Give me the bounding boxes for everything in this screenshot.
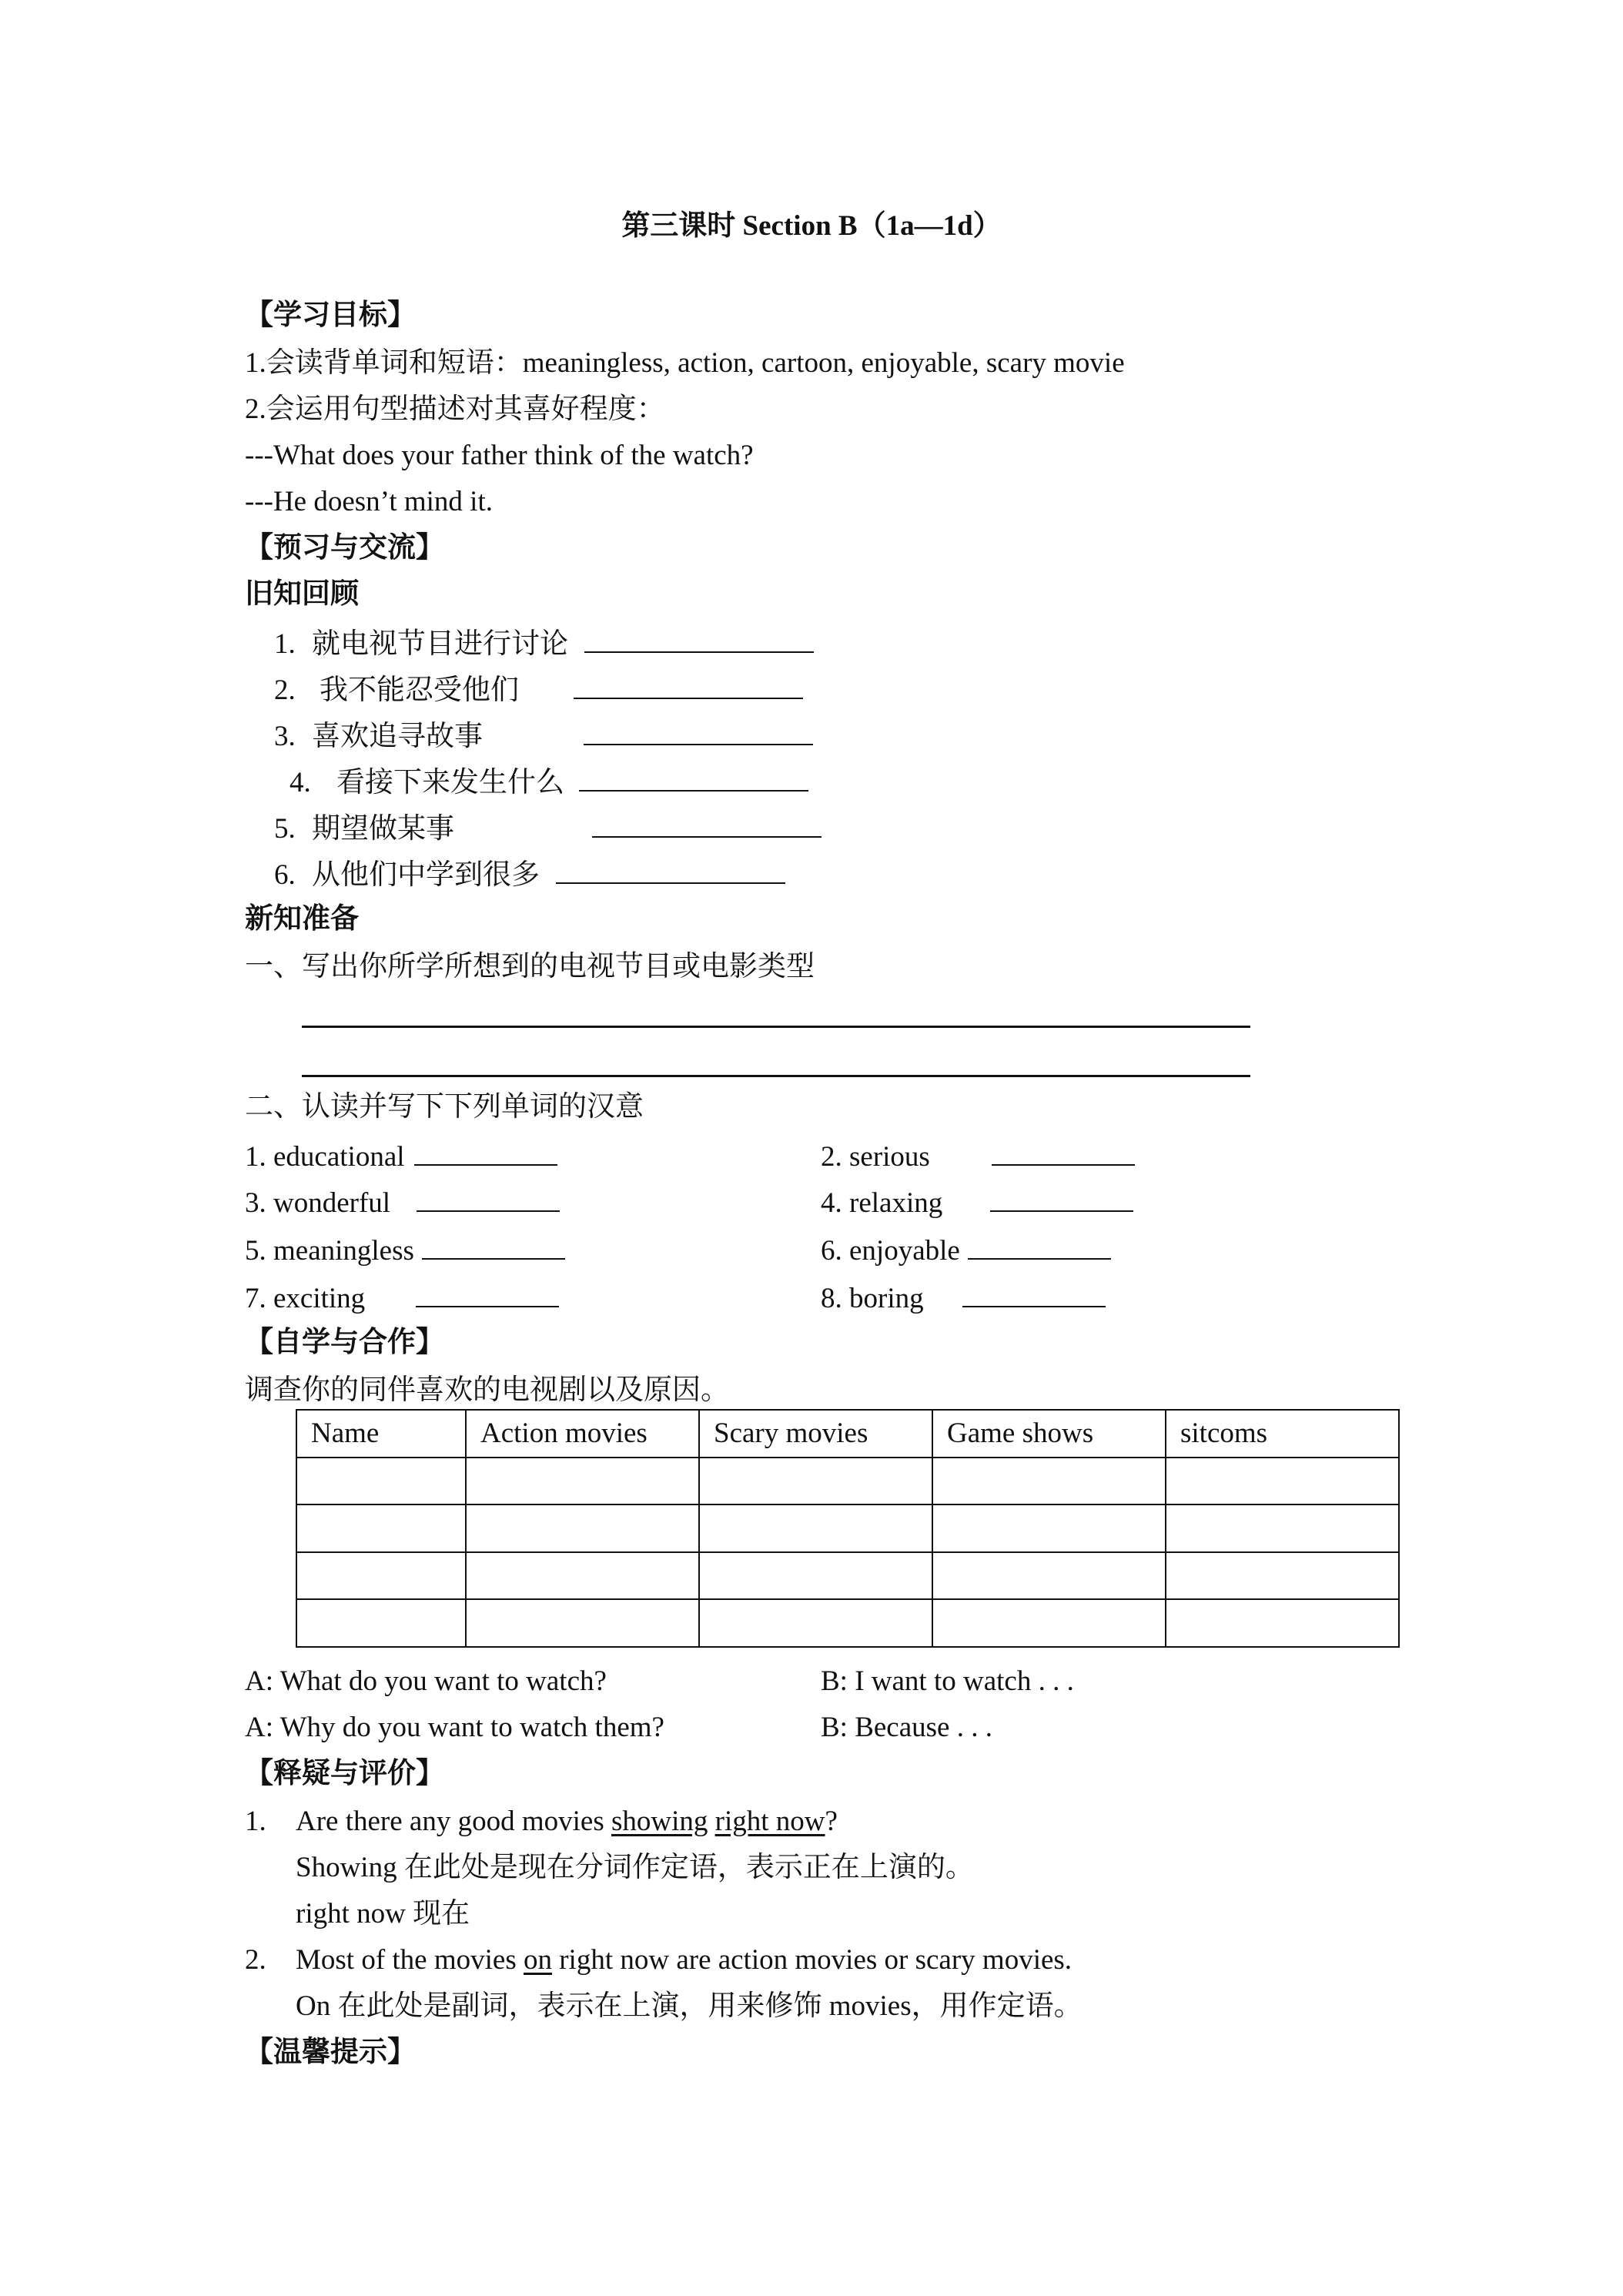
table-row <box>296 1504 1399 1552</box>
answer-blank[interactable] <box>579 764 808 792</box>
review-item-text: 看接下来发生什么 <box>336 767 564 798</box>
word-item-1 <box>245 1138 557 1174</box>
answer-blank[interactable] <box>417 1184 560 1212</box>
table-cell[interactable] <box>296 1552 466 1600</box>
table-cell[interactable] <box>1166 1504 1399 1552</box>
objective-line-1: 1.会读背单词和短语：meaningless, action, cartoon, enjoyable, scary movie <box>245 347 1125 379</box>
table-cell[interactable] <box>1166 1599 1399 1647</box>
word-label: 2. serious <box>821 1141 930 1173</box>
table-cell[interactable] <box>466 1458 699 1505</box>
page-title: 第三课时 Section B（1a—1d） <box>621 210 1002 242</box>
answer-line[interactable] <box>302 1075 1250 1077</box>
underlined-phrase: on <box>523 1944 552 1976</box>
table-header-row <box>296 1410 1399 1458</box>
section-heading-preview: 【预习与交流】 <box>245 532 444 564</box>
word-label: 6. enjoyable <box>821 1235 960 1267</box>
review-item-4 <box>289 764 808 800</box>
table-cell[interactable] <box>296 1458 466 1505</box>
review-item-number: 5. <box>274 813 296 845</box>
word-item-4 <box>821 1184 1133 1220</box>
table-header-cell: Scary movies <box>699 1410 932 1458</box>
dialogue-a2: A: Why do you want to watch them? <box>245 1712 664 1743</box>
table-cell[interactable] <box>466 1552 699 1600</box>
review-item-text: 喜欢追寻故事 <box>312 721 483 752</box>
task-1-instruction: 一、写出你所学所想到的电视节目或电影类型 <box>245 951 815 982</box>
clarify-item-1-sentence <box>296 1805 838 1839</box>
review-item-6 <box>274 856 785 892</box>
section-heading-objectives: 【学习目标】 <box>245 300 416 331</box>
word-label: 7. exciting <box>245 1283 366 1314</box>
table-row <box>296 1599 1399 1647</box>
dialogue-a1: A: What do you want to watch? <box>245 1665 607 1697</box>
table-cell[interactable] <box>466 1504 699 1552</box>
clarify-item-2-note-1: On 在此处是副词，表示在上演，用来修饰 movies，用作定语。 <box>296 1990 1083 2022</box>
review-item-text: 期望做某事 <box>312 813 454 845</box>
dialogue-b1: B: I want to watch . . . <box>821 1665 1074 1697</box>
word-item-7 <box>245 1280 559 1316</box>
table-cell[interactable] <box>699 1552 932 1600</box>
answer-blank[interactable] <box>992 1138 1135 1166</box>
underlined-phrase: right now <box>714 1806 825 1837</box>
review-item-number: 4. <box>289 767 311 798</box>
table-cell[interactable] <box>932 1458 1166 1505</box>
new-knowledge-heading: 新知准备 <box>245 903 359 935</box>
table-cell[interactable] <box>1166 1552 1399 1600</box>
table-header-cell: Action movies <box>466 1410 699 1458</box>
review-item-text: 我不能忍受他们 <box>320 674 519 706</box>
table-header-cell: Game shows <box>932 1410 1166 1458</box>
answer-blank[interactable] <box>422 1232 565 1260</box>
review-item-number: 3. <box>274 721 296 752</box>
answer-blank[interactable] <box>416 1280 559 1307</box>
answer-blank[interactable] <box>556 856 785 884</box>
answer-blank[interactable] <box>592 810 822 838</box>
word-label: 8. boring <box>821 1283 924 1314</box>
dialogue-b2: B: Because . . . <box>821 1712 992 1743</box>
review-item-number: 6. <box>274 859 296 891</box>
table-cell[interactable] <box>1166 1458 1399 1505</box>
review-item-2 <box>274 671 803 708</box>
objective-line-4: ---He doesn’t mind it. <box>245 486 493 517</box>
answer-line[interactable] <box>302 1026 1250 1028</box>
table-cell[interactable] <box>296 1504 466 1552</box>
answer-blank[interactable] <box>962 1280 1106 1307</box>
clarify-item-2-number: 2. <box>245 1944 266 1976</box>
answer-blank[interactable] <box>584 718 813 745</box>
review-item-number: 2. <box>274 674 296 706</box>
review-item-5 <box>274 810 822 846</box>
table-cell[interactable] <box>699 1504 932 1552</box>
table-row <box>296 1458 1399 1505</box>
answer-blank[interactable] <box>990 1184 1133 1212</box>
table-cell[interactable] <box>699 1458 932 1505</box>
answer-blank[interactable] <box>574 671 803 699</box>
table-cell[interactable] <box>699 1599 932 1647</box>
clarify-item-1-number: 1. <box>245 1806 266 1837</box>
word-item-6 <box>821 1232 1111 1268</box>
task-2-instruction: 二、认读并写下下列单词的汉意 <box>245 1091 644 1123</box>
clarify-item-1-note-2: right now 现在 <box>296 1898 470 1930</box>
clarify-item-2-sentence <box>296 1943 1072 1977</box>
review-item-text: 就电视节目进行讨论 <box>312 628 568 660</box>
word-label: 1. educational <box>245 1141 405 1173</box>
word-label: 3. wonderful <box>245 1187 391 1219</box>
answer-blank[interactable] <box>968 1232 1111 1260</box>
word-item-5 <box>245 1232 565 1268</box>
word-item-8 <box>821 1280 1106 1316</box>
review-item-3 <box>274 718 813 754</box>
sentence-text: right now are action movies or scary movies. <box>551 1944 1073 1976</box>
review-item-text: 从他们中学到很多 <box>312 859 540 891</box>
sentence-text: ? <box>825 1806 838 1837</box>
section-heading-tips: 【温馨提示】 <box>245 2037 416 2068</box>
table-cell[interactable] <box>932 1552 1166 1600</box>
survey-table <box>296 1409 1400 1648</box>
word-label: 4. relaxing <box>821 1187 943 1219</box>
underlined-phrase: showing <box>611 1806 708 1837</box>
table-cell[interactable] <box>932 1599 1166 1647</box>
survey-instruction: 调查你的同伴喜欢的电视剧以及原因。 <box>245 1374 729 1406</box>
section-heading-clarify: 【释疑与评价】 <box>245 1758 444 1789</box>
word-label: 5. meaningless <box>245 1235 414 1267</box>
objective-line-3: ---What does your father think of the watch? <box>245 440 754 471</box>
answer-blank[interactable] <box>584 625 814 653</box>
table-cell[interactable] <box>466 1599 699 1647</box>
review-heading: 旧知回顾 <box>245 578 359 610</box>
sentence-text: Are there any good movies <box>296 1806 611 1837</box>
table-cell[interactable] <box>296 1599 466 1647</box>
word-item-2 <box>821 1138 1135 1174</box>
table-header-cell: sitcoms <box>1166 1410 1399 1458</box>
table-row <box>296 1552 1399 1600</box>
sentence-text: Most of the movies <box>296 1944 524 1976</box>
clarify-item-1-note-1: Showing 在此处是现在分词作定语，表示正在上演的。 <box>296 1852 974 1883</box>
section-heading-selfstudy: 【自学与合作】 <box>245 1327 444 1358</box>
word-item-3 <box>245 1184 560 1220</box>
sentence-text <box>708 1806 714 1837</box>
objective-line-2: 2.会运用句型描述对其喜好程度： <box>245 393 665 425</box>
answer-blank[interactable] <box>414 1138 557 1166</box>
review-item-number: 1. <box>274 628 296 660</box>
table-header-cell: Name <box>296 1410 466 1458</box>
review-item-1 <box>274 625 814 661</box>
table-cell[interactable] <box>932 1504 1166 1552</box>
